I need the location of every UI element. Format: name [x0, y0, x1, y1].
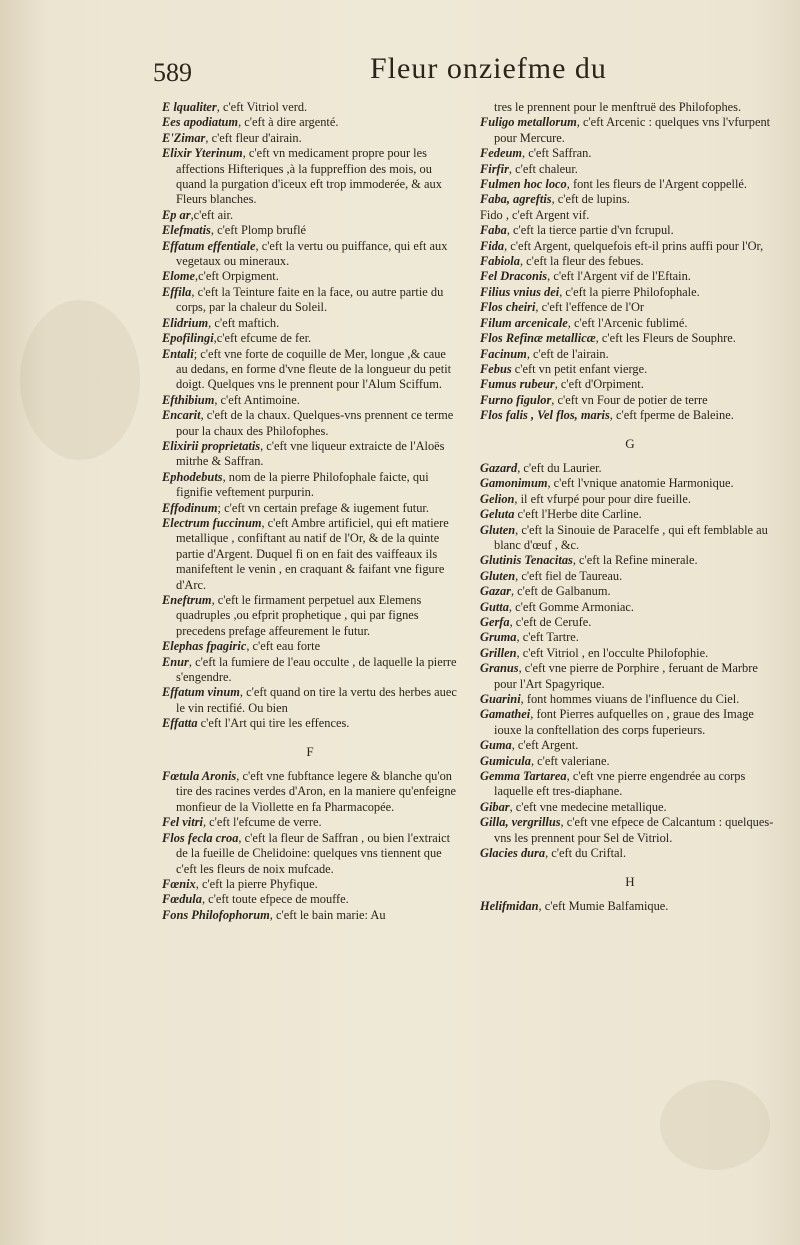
entry-term: Efthibium — [162, 392, 215, 407]
entry-definition: , c'eft la Sinouie de Paracelfe , qui eft femblable au blanc d'œuf , &c. — [494, 522, 768, 552]
entry-definition: , c'eft Argent. — [511, 738, 579, 753]
entry-definition: , c'eft valeriane. — [530, 753, 610, 768]
entry-definition: , c'eft l'vnique anatomie Harmonique. — [547, 476, 734, 491]
glossary-entry — [480, 769, 780, 800]
entry-definition: , c'eft à dire argenté. — [238, 115, 339, 130]
entry-term: Gerfa — [480, 615, 510, 629]
entry-definition: , font hommes viuans de l'influence du Ciel. — [520, 692, 740, 707]
entry-definition: , c'eft Tartre. — [516, 630, 579, 645]
glossary-entry — [162, 892, 458, 907]
entry-term: Elome — [162, 269, 196, 284]
entry-term: E lqualiter — [162, 100, 217, 114]
entry-definition: , c'eft de la chaux. Quelques-vns prennent ce terme pour la chaux des Philofophes. — [176, 408, 454, 438]
glossary-entry — [480, 553, 780, 568]
entry-definition: ,c'eft air. — [190, 207, 234, 222]
paper-stain — [660, 1080, 770, 1170]
entry-term: Facinum — [480, 346, 527, 361]
glossary-entry — [480, 492, 780, 507]
glossary-entry — [162, 685, 458, 716]
entry-definition: , c'eft vn Four de potier de terre — [551, 392, 708, 407]
entry-term: Helifmidan — [480, 898, 539, 913]
entry-definition: , c'eft la fleur des febues. — [519, 254, 644, 269]
entry-definition: , c'eft Vitriol , en l'occulte Philofophie. — [516, 645, 709, 660]
glossary-entry — [480, 362, 780, 377]
glossary-entry — [162, 639, 458, 654]
entry-term: Fedeum — [480, 146, 522, 161]
entry-definition: , c'eft quand on tire la vertu des herbes auec le vin rectifié. Ou bien — [176, 685, 457, 715]
running-head: Fleur onziefme du — [370, 52, 607, 85]
entry-term: Gumicula — [480, 753, 531, 768]
glossary-entry — [480, 692, 780, 707]
entry-definition: , c'eft l'efcume de verre. — [202, 815, 322, 830]
glossary-entry — [162, 516, 458, 593]
entry-definition: , c'eft vne pierre engendrée au corps laquelle eft tres-diaphane. — [494, 769, 746, 799]
glossary-entry — [480, 615, 780, 630]
entry-definition: c'eft vn petit enfant vierge. — [511, 361, 648, 376]
right-column — [480, 100, 780, 914]
glossary-entry — [162, 269, 458, 284]
glossary-entry — [162, 716, 458, 731]
entry-definition: , c'eft Arcenic : quelques vns l'vfurpent pour Mercure. — [494, 115, 771, 145]
entry-definition: , il eft vfurpé pour pour dire fueille. — [514, 491, 691, 506]
left-column — [162, 100, 458, 923]
entry-term: Flos Refinæ metallicæ — [480, 331, 596, 346]
entry-definition: , c'eft vne fubftance legere & blanche qu'on tire des racines verdes d'Aron, en la maniere qu'enfeigne monfieur de la Viollette en fa Pharmacopée. — [176, 769, 457, 814]
entry-term: Elephas fpagiric — [162, 639, 247, 654]
entry-term: Effatta — [162, 716, 198, 731]
entry-definition: , c'eft du Laurier. — [517, 460, 602, 475]
entry-definition: ,c'eft efcume de fer. — [213, 331, 312, 346]
glossary-entry — [162, 331, 458, 346]
glossary-entry — [162, 815, 458, 830]
entry-definition: , nom de la pierre Philofophale faicte, qui fignifie veftement purpurin. — [176, 469, 429, 500]
entry-term: Filius vnius dei — [480, 284, 560, 299]
entry-definition: , c'eft l'Arcenic fublimé. — [567, 315, 688, 330]
glossary-entry — [480, 754, 780, 769]
glossary-entry — [480, 331, 780, 346]
glossary-entry — [480, 316, 780, 331]
entry-term: Effodinum — [162, 500, 218, 515]
entry-definition: , c'eft Gomme Armoniac. — [508, 599, 634, 614]
glossary-entry — [162, 285, 458, 316]
entry-term: Faba, agreftis — [480, 192, 552, 207]
entry-term: Gruma — [480, 630, 517, 645]
entry-term: Fida — [480, 238, 505, 253]
glossary-entry — [162, 316, 458, 331]
entry-definition: , c'eft la Refine minerale. — [572, 553, 698, 568]
glossary-entry — [162, 131, 458, 146]
glossary-entry — [480, 162, 780, 177]
glossary-entry — [480, 269, 780, 284]
section-letter: F — [306, 743, 314, 759]
entry-definition: , c'eft d'Orpiment. — [554, 377, 644, 392]
entry-definition: , c'eft chaleur. — [508, 161, 578, 176]
section-letter: G — [625, 435, 635, 451]
glossary-entry — [162, 877, 458, 892]
glossary-entry — [480, 569, 780, 584]
entry-term: Fabiola — [480, 254, 520, 269]
entry-term: Flos falis , Vel flos, maris — [480, 408, 610, 423]
entry-definition: , c'eft de l'airain. — [526, 346, 609, 361]
glossary-entry — [480, 707, 780, 738]
entry-term: Enur — [162, 654, 189, 669]
entry-term: Fœnix — [162, 876, 196, 891]
entry-term: Gibar — [480, 799, 510, 814]
entry-definition: , c'eft vne liqueur extraicte de l'Aloës mitrhe & Saffran. — [176, 438, 445, 469]
glossary-entry — [162, 408, 458, 439]
glossary-entry — [480, 285, 780, 300]
entry-definition: , c'eft Saffran. — [522, 146, 592, 161]
entry-definition: , c'eft de Cerufe. — [509, 615, 592, 629]
glossary-entry — [162, 655, 458, 686]
entry-definition: , c'eft la Teinture faite en la face, ou autre partie du corps, par la chaleur du Soleil. — [176, 284, 444, 315]
entry-definition: , c'eft vne efpece de Calcantum : quelques-vns les prennent pour Sel de Vitriol. — [494, 815, 774, 845]
entry-term: Fel vitri — [162, 815, 203, 830]
entry-definition: , c'eft l'effence de l'Or — [535, 300, 645, 315]
glossary-entry — [162, 831, 458, 877]
entry-definition: , c'eft les Fleurs de Souphre. — [595, 331, 736, 346]
glossary-entry — [480, 476, 780, 491]
entry-term: Fulmen hoc loco — [480, 177, 567, 192]
glossary-entry — [480, 815, 780, 846]
entry-definition: , c'eft le firmament perpetuel aux Elemens quadruples ,ou efprit prophetique , qui par fignes precedens prefage affeurement le futur. — [176, 593, 422, 638]
entry-definition: , c'eft la pierre Phyfique. — [195, 876, 318, 891]
glossary-entry — [480, 800, 780, 815]
glossary-entry — [480, 408, 780, 423]
entry-definition: , c'eft la vertu ou puiffance, qui eft aux vegetaux ou mineraux. — [176, 238, 448, 269]
entry-term: Fuligo metallorum — [480, 115, 577, 130]
entry-term: Effila — [162, 284, 192, 299]
section-letter: H — [625, 873, 635, 889]
entry-definition: , c'eft fleur d'airain. — [205, 130, 302, 145]
glossary-entry — [480, 300, 780, 315]
entry-term: Flos cheiri — [480, 300, 536, 315]
entry-term: Fœdula — [162, 892, 202, 907]
entry-definition: , c'eft eau forte — [246, 639, 321, 654]
entry-definition: , c'eft de Galbanum. — [510, 584, 611, 599]
entry-definition: ,c'eft Orpigment. — [195, 269, 279, 284]
entry-definition: , c'eft du Criftal. — [545, 846, 627, 861]
glossary-entry — [480, 507, 780, 522]
glossary-entry — [162, 223, 458, 238]
entry-definition: , c'eft vne medecine metallique. — [509, 799, 667, 814]
entry-definition: , c'eft Antimoine. — [214, 392, 300, 407]
entry-term: Gazar — [480, 584, 511, 599]
glossary-entry — [480, 523, 780, 554]
entry-definition: , c'eft Argent, quelquefois eft-il prins auffi pour l'Or, — [504, 238, 764, 253]
glossary-entry — [162, 393, 458, 408]
entry-definition: ; c'eft vn certain prefage & iugement futur. — [217, 500, 429, 515]
glossary-entry — [162, 593, 458, 639]
entry-definition: , c'eft Ambre artificiel, qui eft matiere metallique , confiftant au natif de l'Or, & de la quinte partie d'Argent. Duquel fi on en fait des vaiffeaux ils manifeftent le venin , en craquant & faifant vne figure d'Arc. — [176, 515, 449, 592]
entry-definition: , c'eft toute efpece de mouffe. — [201, 892, 349, 907]
entry-term: Elidrium — [162, 315, 209, 330]
entry-term: Elixir Yterinum — [162, 146, 243, 161]
entry-term: Encarit — [162, 408, 201, 423]
entry-term: Fumus rubeur — [480, 377, 555, 392]
glossary-entry — [480, 899, 780, 914]
entry-term: Furno figulor — [480, 392, 552, 407]
glossary-entry — [480, 461, 780, 476]
glossary-entry — [162, 115, 458, 130]
glossary-entry — [480, 600, 780, 615]
entry-definition: , font les fleurs de l'Argent coppellé. — [566, 177, 747, 192]
glossary-entry — [480, 584, 780, 599]
entry-term: Granus — [480, 661, 519, 676]
entry-definition: , font Pierres aufquelles on , graue des Image iouxe la conftellation des corps fuperieurs. — [494, 707, 754, 737]
entry-definition: c'eft l'Herbe dite Carline. — [514, 507, 642, 522]
page-header — [0, 48, 800, 88]
entry-definition: , c'eft Mumie Balfamique. — [538, 898, 669, 913]
entry-term: Firfir — [480, 161, 509, 176]
glossary-entry — [162, 347, 458, 393]
glossary-entry — [162, 146, 458, 208]
entry-term: Eneftrum — [162, 593, 212, 607]
glossary-entry — [480, 846, 780, 861]
entry-term: Febus — [480, 361, 512, 376]
entry-term: Grillen — [480, 645, 517, 660]
entry-term: Gamonimum — [480, 476, 548, 491]
entry-term: Effatum effentiale — [162, 238, 256, 253]
glossary-entry — [162, 470, 458, 501]
entry-term: Gelion — [480, 491, 515, 506]
glossary-entry — [162, 239, 458, 270]
entry-term: Electrum fuccinum — [162, 515, 262, 530]
entry-term: E'Zimar — [162, 130, 206, 145]
glossary-entry — [162, 769, 458, 815]
glossary-entry — [480, 115, 780, 146]
glossary-entry: tres le prennent pour le menftruë des Philofophes. — [494, 100, 742, 114]
entry-definition: Fido , c'eft Argent vif. — [480, 207, 590, 222]
entry-definition: , c'eft fiel de Taureau. — [515, 568, 623, 583]
glossary-entry — [480, 254, 780, 269]
entry-term: Gazard — [480, 460, 518, 475]
entry-term: Flos fecla croa — [162, 830, 239, 845]
entry-term: Elixirii proprietatis — [162, 438, 261, 453]
glossary-entry — [162, 100, 458, 115]
entry-term: Entali — [162, 346, 194, 361]
glossary-entry — [480, 661, 780, 692]
entry-definition: , c'eft fperme de Baleine. — [609, 408, 734, 423]
glossary-entry — [480, 347, 780, 362]
glossary-entry — [480, 646, 780, 661]
glossary-entry — [480, 239, 780, 254]
entry-term: Fons Philofophorum — [162, 907, 270, 922]
entry-definition: , c'eft le bain marie: Au — [269, 907, 386, 922]
glossary-entry — [162, 501, 458, 516]
entry-term: Epofilingi — [162, 331, 214, 346]
paper-stain — [20, 300, 140, 460]
entry-definition: , c'eft vn medicament propre pour les affections Hifteriques ,à la fuppreffion des mois, ou quand la purgation d'iceux eft trop immoderée, & aux Fleurs blanches. — [176, 146, 442, 207]
glossary-entry — [480, 630, 780, 645]
glossary-entry — [162, 439, 458, 470]
entry-term: Gluten — [480, 522, 516, 537]
entry-term: Ephodebuts — [162, 469, 223, 484]
entry-term: Glacies dura — [480, 846, 546, 861]
entry-term: Guma — [480, 738, 512, 753]
glossary-entry — [162, 908, 458, 923]
entry-definition: ; c'eft vne forte de coquille de Mer, longue ,& caue au dedans, en forme d'vne fleute de la longueur du petit doigt. Quelques vns le prennent pour l'Alum Sciffum. — [176, 346, 452, 392]
glossary-entry — [480, 738, 780, 753]
entry-term: Gemma Tartarea — [480, 769, 567, 784]
entry-definition: , c'eft de lupins. — [551, 192, 630, 207]
entry-term: Ees apodiatum — [162, 115, 239, 130]
glossary-entry — [480, 146, 780, 161]
entry-term: Gutta — [480, 599, 509, 614]
glossary-entry — [162, 208, 458, 223]
entry-definition: , c'eft la fumiere de l'eau occulte , de laquelle la pierre s'engendre. — [176, 654, 457, 685]
entry-definition: , c'eft l'Argent vif de l'Eftain. — [547, 269, 691, 284]
entry-term: Ep ar — [162, 207, 191, 222]
glossary-entry — [480, 223, 780, 238]
entry-term: Gamathei — [480, 707, 531, 722]
entry-term: Glutinis Tenacitas — [480, 553, 573, 568]
glossary-entry — [480, 177, 780, 192]
entry-term: Filum arcenicale — [480, 315, 568, 330]
entry-term: Fel Draconis — [480, 269, 548, 284]
entry-definition: , c'eft la fleur de Saffran , ou bien l'extraict de la fueille de Chelidoine: quelques vns tiennent que c'eft les fleurs de noix mufcade. — [176, 830, 451, 876]
glossary-entry — [480, 377, 780, 392]
glossary-entry — [480, 192, 780, 207]
entry-term: Fœtula Aronis — [162, 769, 237, 784]
entry-term: Faba — [480, 223, 507, 238]
entry-definition: , c'eft Plomp bruflé — [210, 223, 307, 238]
page-number: 589 — [153, 58, 192, 87]
entry-definition: , c'eft la pierre Philofophale. — [559, 284, 700, 299]
entry-term: Guarini — [480, 692, 521, 707]
entry-definition: , c'eft vne pierre de Porphire , feruant de Marbre pour l'Art Spagyrique. — [494, 661, 758, 691]
entry-term: Gilla, vergrillus — [480, 815, 561, 830]
entry-definition: c'eft l'Art qui tire les effences. — [197, 716, 350, 731]
entry-definition: , c'eft la tierce partie d'vn fcrupul. — [506, 223, 674, 238]
glossary-entry — [480, 393, 780, 408]
entry-term: Geluta — [480, 507, 515, 522]
entry-term: Elefmatis — [162, 223, 211, 238]
glossary-entry — [480, 208, 780, 223]
entry-term: Effatum vinum — [162, 685, 240, 700]
entry-definition: , c'eft Vitriol verd. — [216, 100, 308, 114]
entry-definition: , c'eft maftich. — [208, 315, 280, 330]
entry-term: Gluten — [480, 568, 516, 583]
